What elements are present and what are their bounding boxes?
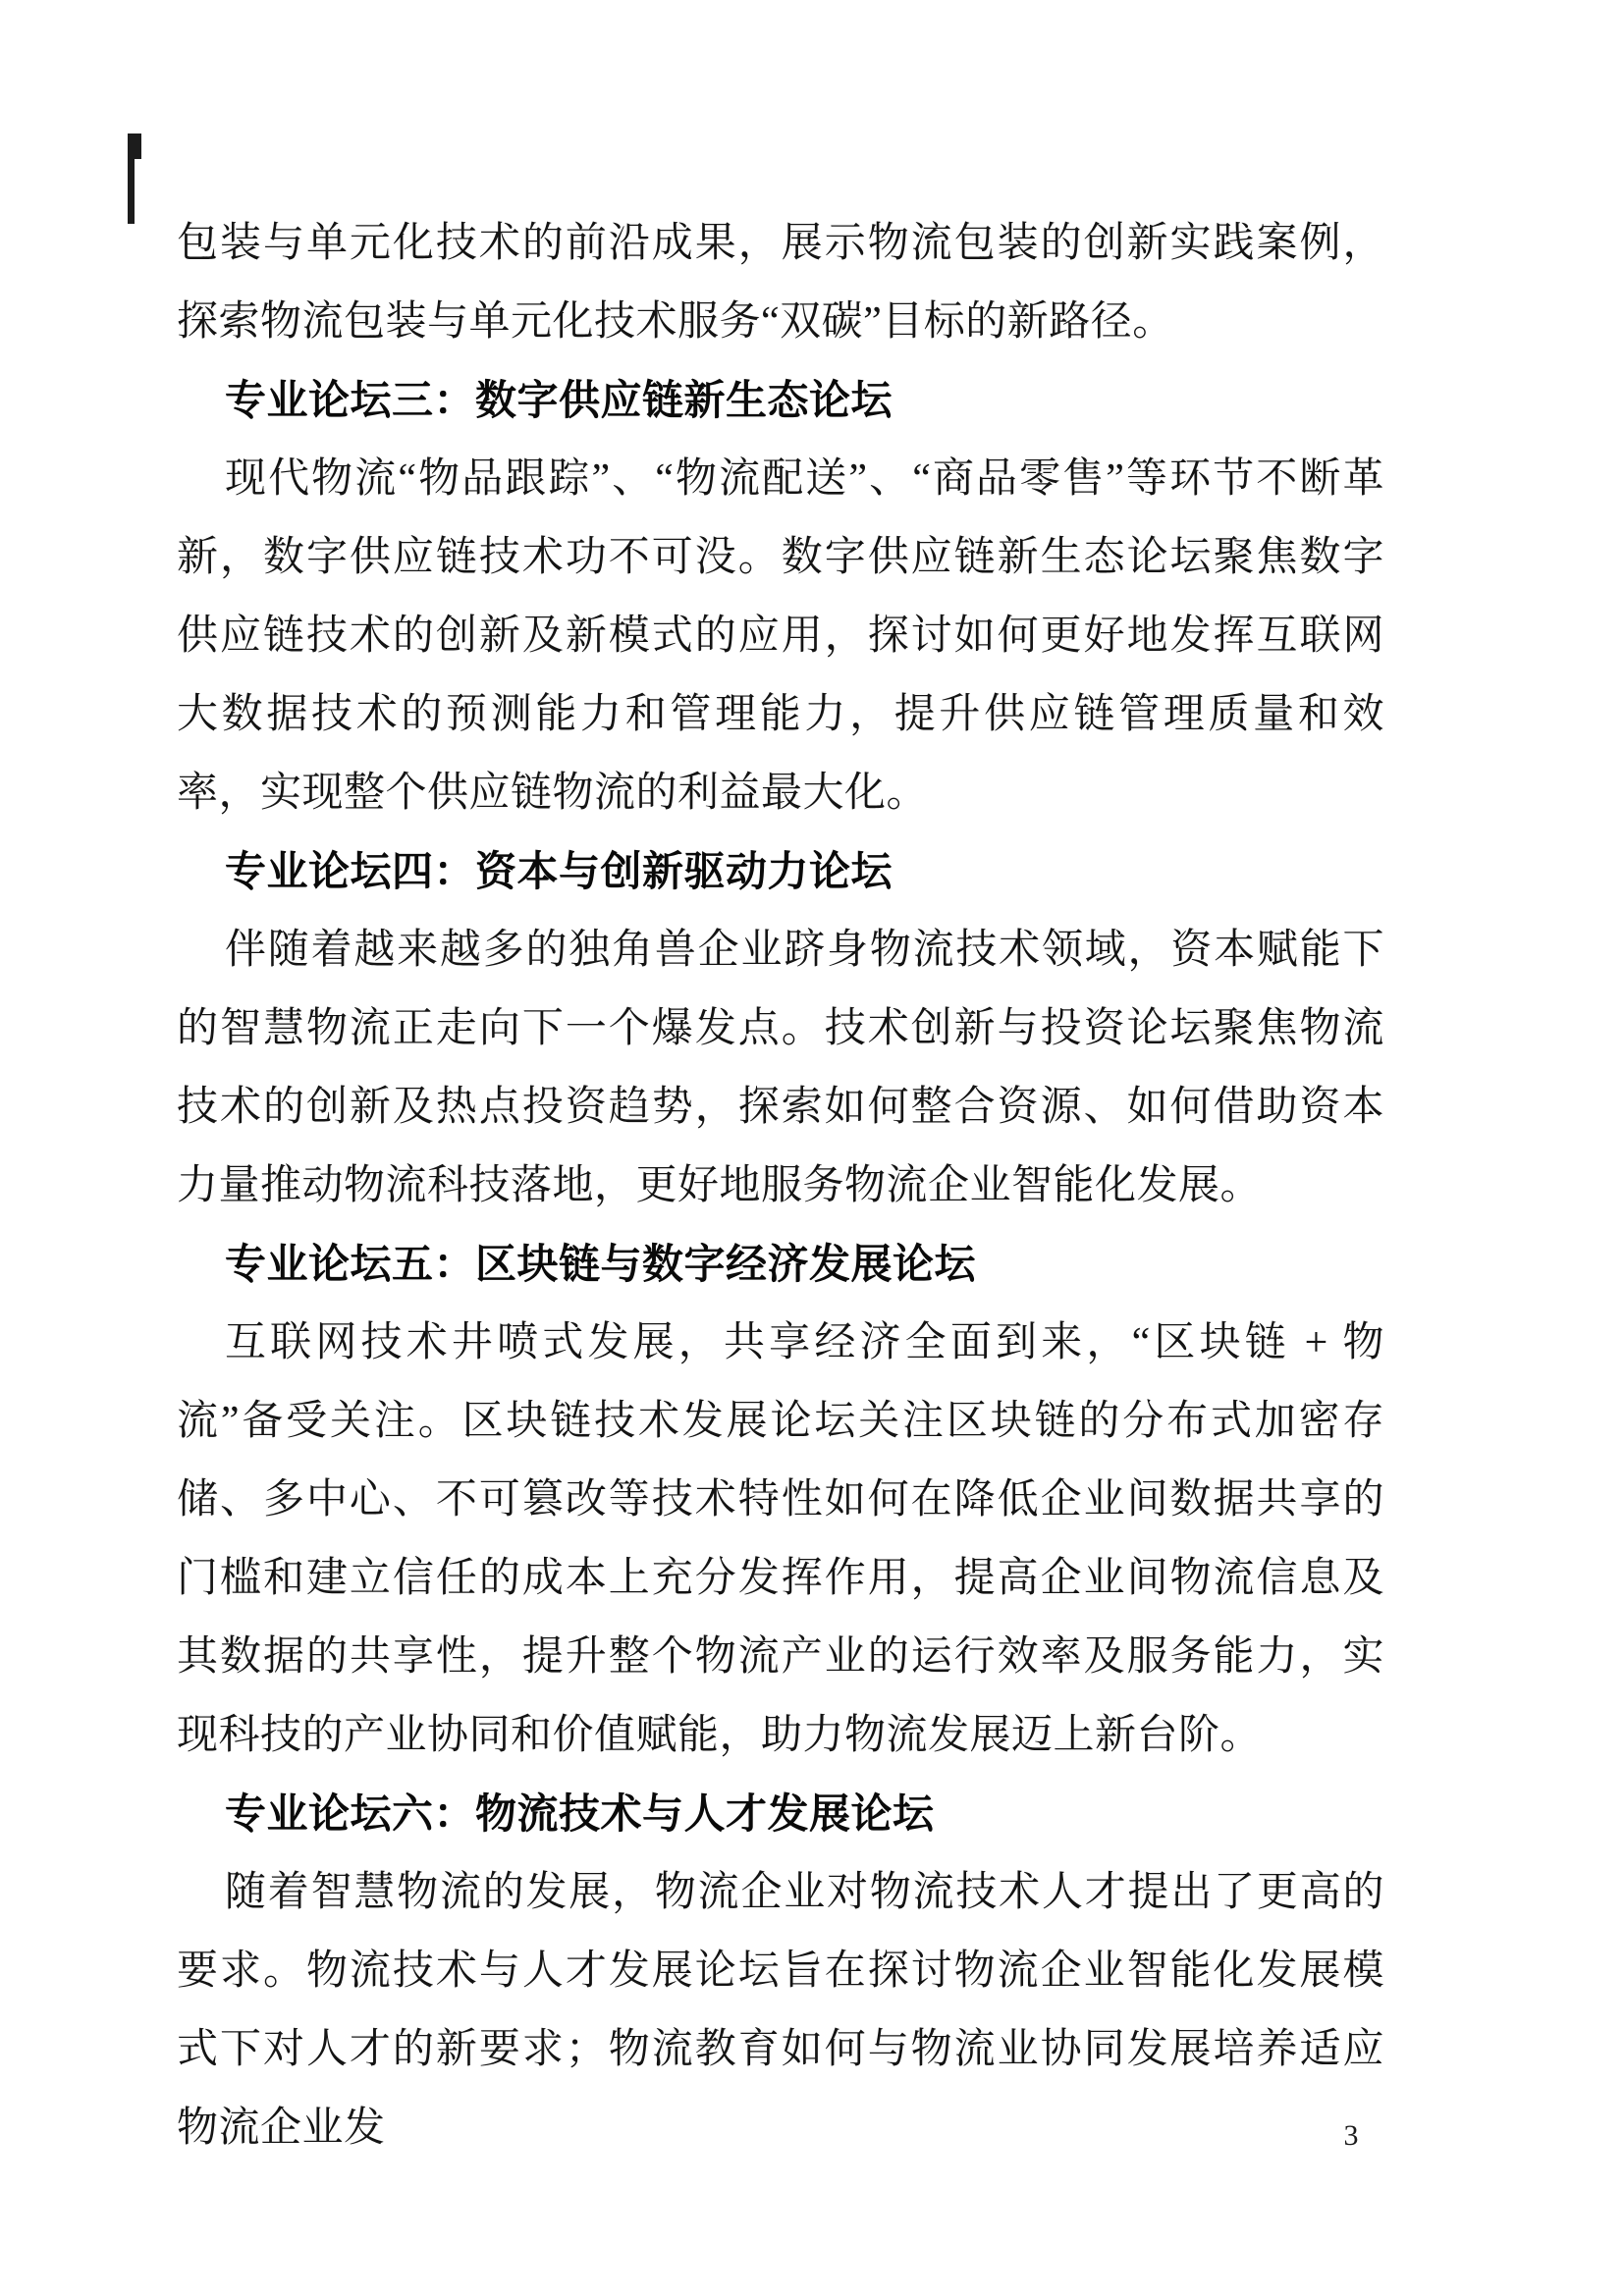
paragraph-forum-3: 现代物流“物品跟踪”、“物流配送”、“商品零售”等环节不断革新，数字供应链技术功不可没。数字供应链新生态论坛聚焦数字供应链技术的创新及新模式的应用，探讨如何更好地发挥互联网大数据技术的预测能力和管理能力，提升供应链管理质量和效率，实现整个供应链物流的利益最大化。 bbox=[177, 456, 1384, 816]
page-number: 3 bbox=[1343, 2119, 1359, 2152]
text-boundary-mark bbox=[128, 133, 135, 224]
paragraph-forum-4: 伴随着越来越多的独角兽企业跻身物流技术领域，资本赋能下的智慧物流正走向下一个爆发点。技术创新与投资论坛聚焦物流技术的创新及热点投资趋势，探索如何整合资源、如何借助资本力量推动物流科技落地，更好地服务物流企业智能化发展。 bbox=[177, 928, 1384, 1208]
forum-heading-6: 专业论坛六：物流技术与人才发展论坛 bbox=[225, 1790, 935, 1837]
paragraph-continuation: 包装与单元化技术的前沿成果，展示物流包装的创新实践案例，探索物流包装与单元化技术服务“双碳”目标的新路径。 bbox=[177, 221, 1384, 345]
text-content bbox=[177, 204, 1384, 2167]
forum-heading-5: 专业论坛五：区块链与数字经济发展论坛 bbox=[225, 1241, 977, 1287]
paragraph-forum-5: 互联网技术井喷式发展，共享经济全面到来，“区块链 + 物流”备受关注。区块链技术发展论坛关注区块链的分布式加密存储、多中心、不可篡改等技术特性如何在降低企业间数据共享的门槛和建立信任的成本上充分发挥作用，提高企业间物流信息及其数据的共享性，提升整个物流产业的运行效率及服务能力，实现科技的产业协同和价值赋能，助力物流发展迈上新台阶。 bbox=[177, 1320, 1384, 1758]
forum-heading-4: 专业论坛四：资本与创新驱动力论坛 bbox=[225, 848, 893, 894]
forum-heading-3: 专业论坛三：数字供应链新生态论坛 bbox=[225, 377, 893, 423]
paragraph-forum-6: 随着智慧物流的发展，物流企业对物流技术人才提出了更高的要求。物流技术与人才发展论坛旨在探讨物流企业智能化发展模式下对人才的新要求；物流教育如何与物流业协同发展培养适应物流企业发 bbox=[177, 1870, 1384, 2151]
